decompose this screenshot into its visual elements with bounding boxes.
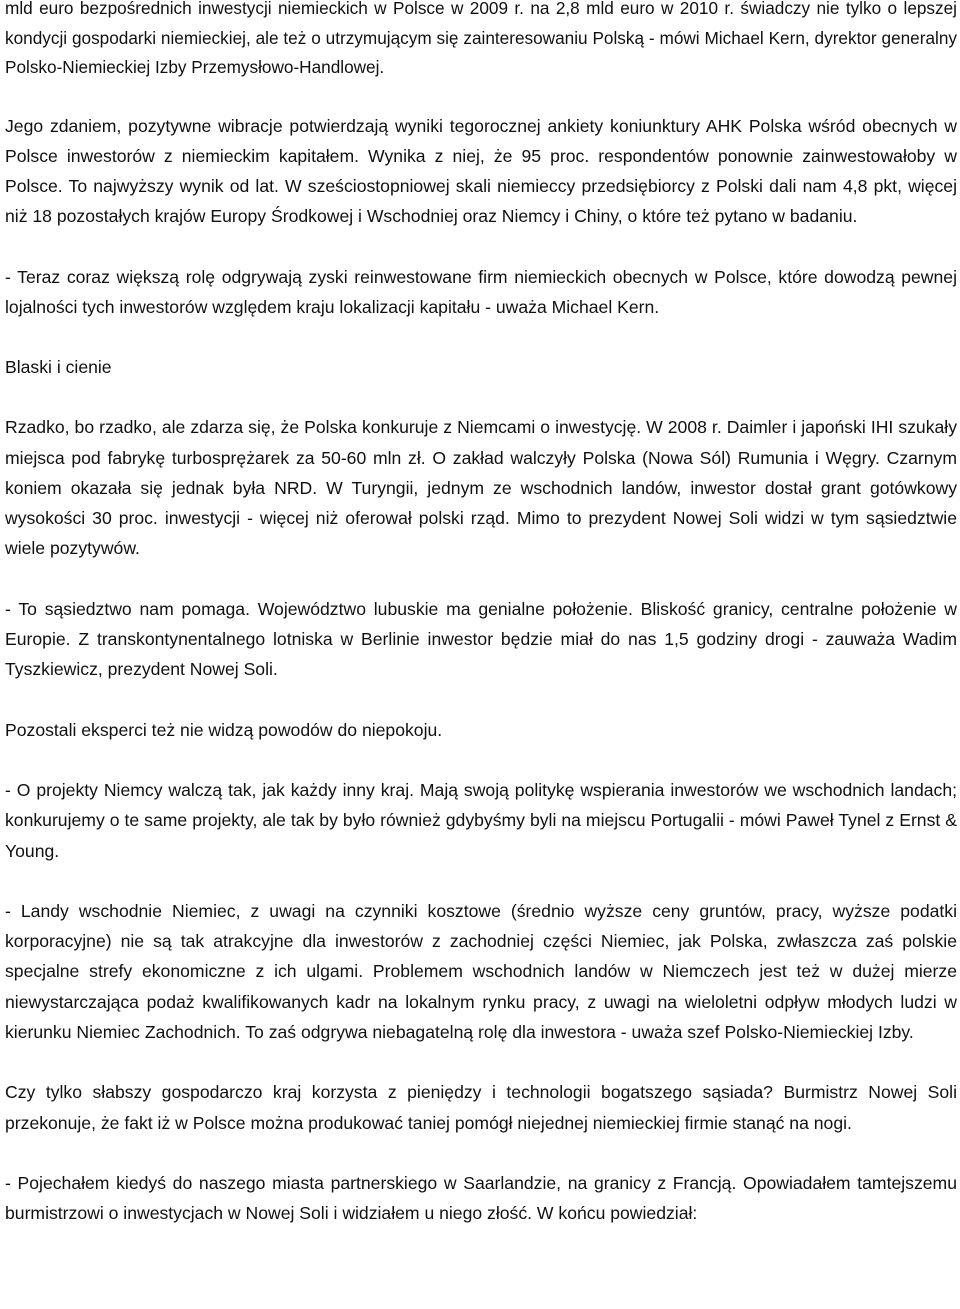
paragraph-experts: Pozostali eksperci też nie widzą powodów do niepokoju. bbox=[5, 719, 443, 740]
paragraph-survey: Jego zdaniem, pozytywne wibracje potwierdzają wyniki tegorocznej ankiety koniunktury AHK Polska wśród obecnych w Polsce inwestorów z niemieckim kapitałem. Wynika z niej, że 95 proc. respondentów ponownie zainwestowałoby w Polsce. To najwyższy wynik od lat. W sześciostopniowej skali niemieccy przedsiębiorcy z Polski dali nam 4,8 pkt, więcej niż 18 pozostałych krajów Europy Środkowej i Wschodniej oraz Niemcy i Chiny, o które też pytano w badaniu. bbox=[5, 115, 957, 227]
paragraph-reinvestment: - Teraz coraz większą rolę odgrywają zyski reinwestowane firm niemieckich obecnych w Polsce, które dowodzą pewnej lojalności tych inwestorów względem kraju lokalizacji kapitału - uważa Michael Kern. bbox=[5, 266, 957, 317]
paragraph-saarland: - Pojechałem kiedyś do naszego miasta partnerskiego w Saarlandzie, na granicy z Francją. Opowiadałem tamtejszemu burmistrzowi o inwestycjach w Nowej Soli i widziałem u niego złość. W końcu powiedział: bbox=[5, 1172, 957, 1224]
paragraph-projects: - O projekty Niemcy walczą tak, jak każdy inny kraj. Mają swoją politykę wspierania inwestorów we wschodnich landach; konkurujemy o te same projekty, ale tak by było również gdybyśmy byli na miejscu Portugalii - mówi Paweł Tynel z Ernst & Young. bbox=[5, 779, 957, 861]
paragraph-landy: - Landy wschodnie Niemiec, z uwagi na czynniki kosztowe (średnio wyższe ceny gruntów, pracy, wyższe podatki korporacyjne) nie są tak atrakcyjne dla inwestorów z zachodniej części Niemiec, jak Polska, zwłaszcza zaś polskie specjalne strefy ekonomiczne z ich ulgami. Problemem wschodnich landów w Niemczech jest też w dużej mierze niewystarczająca podaż kwalifikowanych kadr na lokalnym rynku pracy, z uwagi na wieloletni odpływ młodych ludzi w kierunku Niemiec Zachodnich. To zaś odgrywa niebagatelną rolę dla inwestora - uważa szef Polsko-Niemieckiej Izby. bbox=[5, 900, 957, 1043]
paragraph-neighbourhood: - To sąsiedztwo nam pomaga. Województwo lubuskie ma genialne położenie. Bliskość granicy, centralne położenie w Europie. Z transkontynentalnego lotniska w Berlinie inwestor będzie miał do nas 1,5 godziny drogi - zauważa Wadim Tyszkiewicz, prezydent Nowej Soli. bbox=[5, 598, 957, 680]
article-body bbox=[5, 0, 957, 1229]
paragraph-intro: mld euro bezpośrednich inwestycji niemieckich w Polsce w 2009 r. na 2,8 mld euro w 2010 r. świadczy nie tylko o lepszej kondycji gospodarki niemieckiej, ale też o utrzymującym się zainteresowaniu Polską - mówi Michael Kern, dyrektor generalny Polsko-Niemieckiej Izby Przemysłowo-Handlowej. bbox=[5, 0, 957, 77]
paragraph-competition: Rzadko, bo rzadko, ale zdarza się, że Polska konkuruje z Niemcami o inwestycję. W 2008 r. Daimler i japoński IHI szukały miejsca pod fabrykę turbosprężarek za 50-60 mln zł. O zakład walczyły Polska (Nowa Sól) Rumunia i Węgry. Czarnym koniem okazała się jednak była NRD. W Turyngii, jednym ze wschodnich landów, inwestor dostał grant gotówkowy wysokości 30 proc. inwestycji - więcej niż oferował polski rząd. Mimo to prezydent Nowej Soli widzi w tym sąsiedztwie wiele pozytywów. bbox=[5, 417, 957, 559]
paragraph-question: Czy tylko słabszy gospodarczo kraj korzysta z pieniędzy i technologii bogatszego sąsiada? Burmistrz Nowej Soli przekonuje, że fakt iż w Polsce można produkować taniej pomógł niejednej niemieckiej firmie stanąć na nogi. bbox=[5, 1082, 957, 1133]
section-heading: Blaski i cienie bbox=[5, 357, 112, 378]
